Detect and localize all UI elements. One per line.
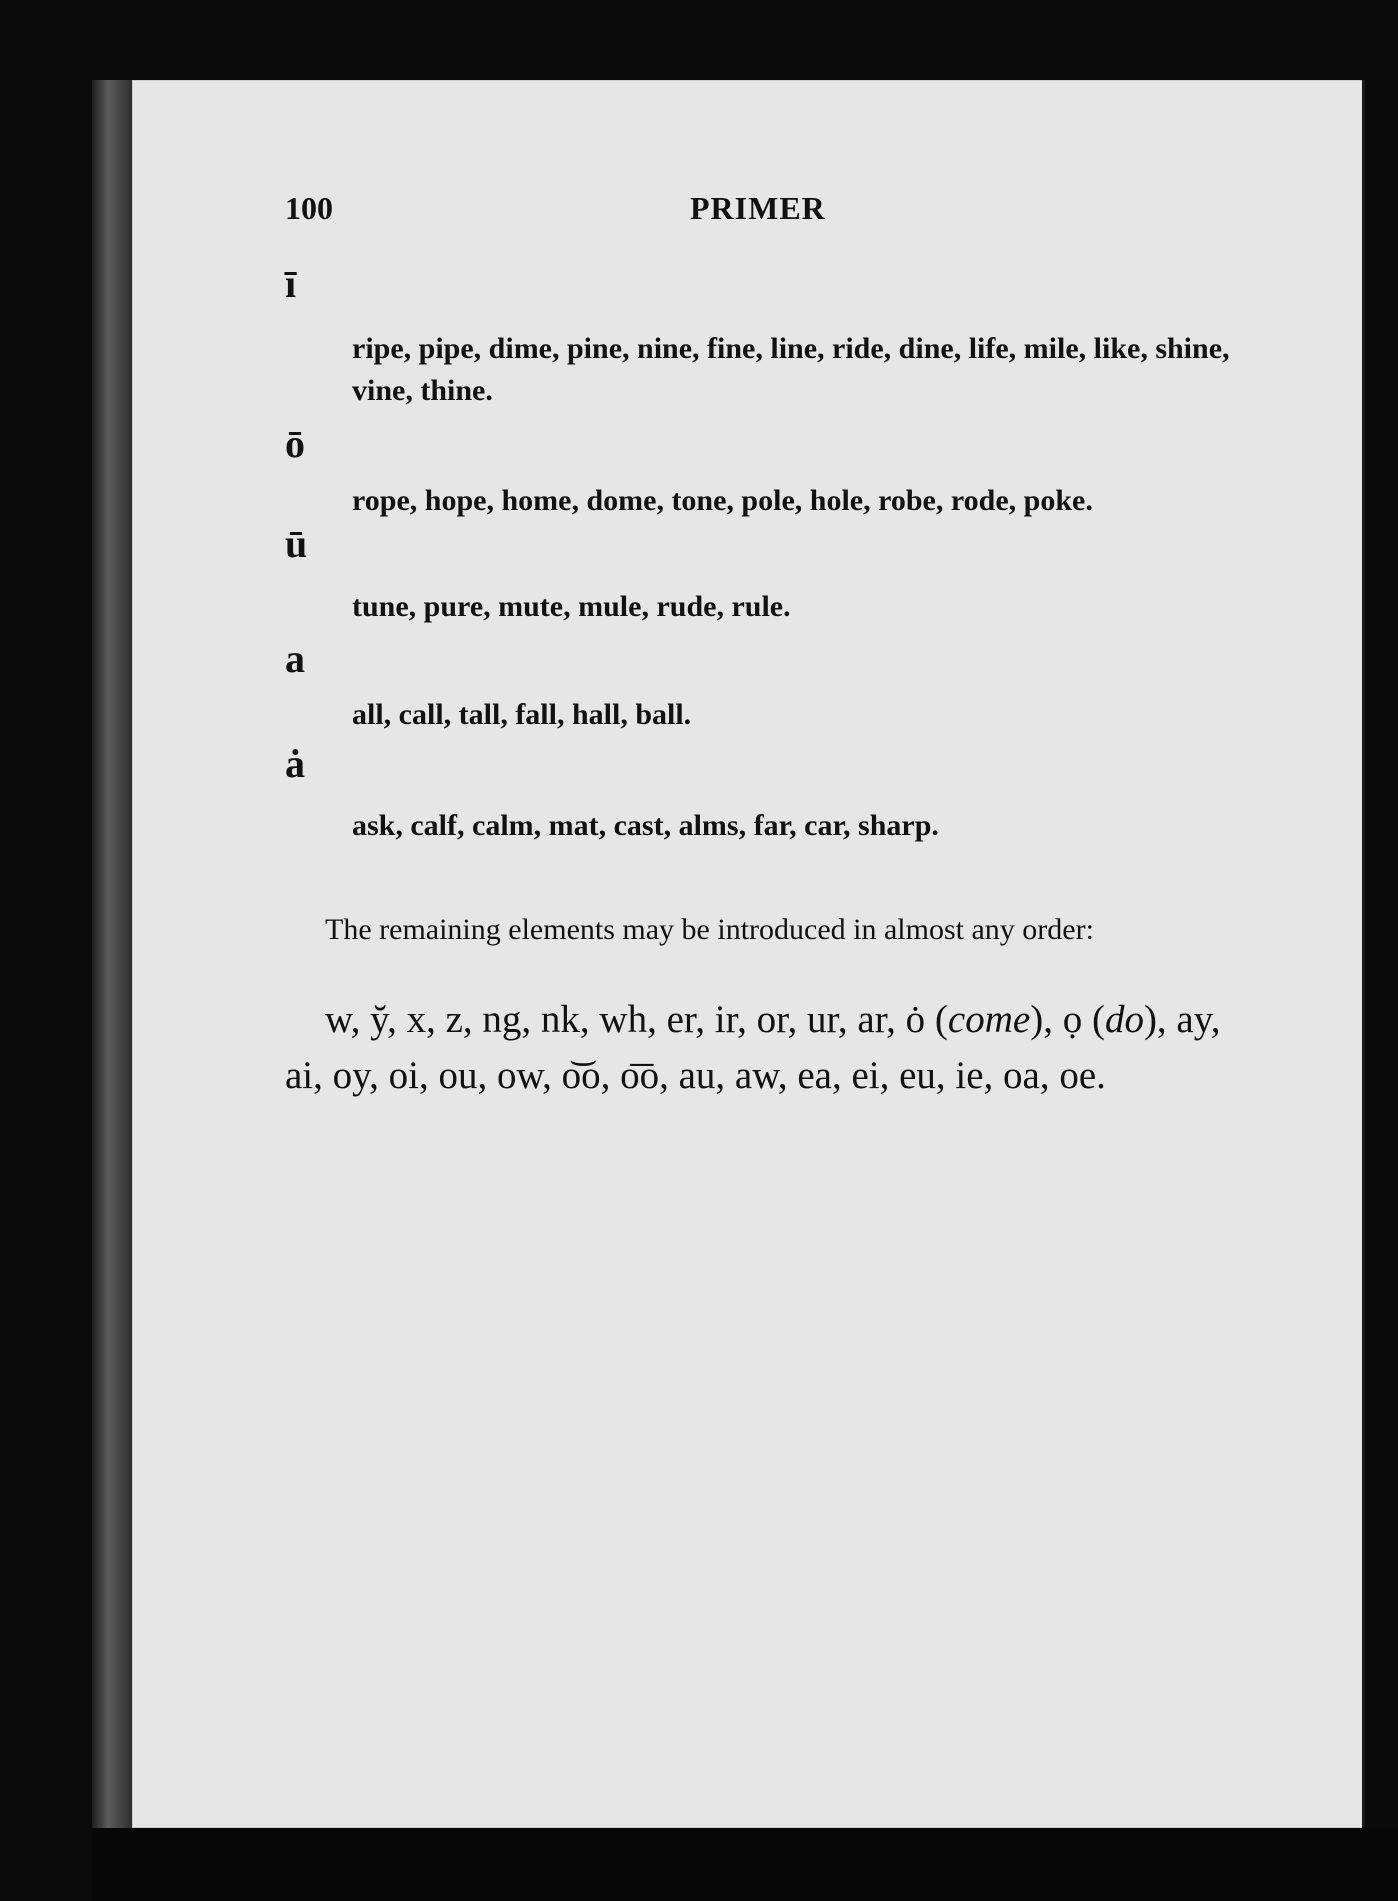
elements-text: w, y̆, x, z, ng, nk, wh, er, ir, or, ur, ar, ȯ ( bbox=[325, 998, 948, 1041]
vowel-heading: ȧ bbox=[285, 741, 305, 786]
word-list: ask, calf, calm, mat, cast, alms, far, car, sharp. bbox=[352, 809, 939, 842]
page-content bbox=[130, 80, 1398, 1901]
elements-text: ), ay, ai, oy, oi, ou, ow, o͝o, o͞o, au, aw, ea, ei, eu, ie, oa, oe. bbox=[285, 998, 1221, 1097]
example-word-do: do bbox=[1104, 998, 1144, 1041]
vowel-heading: ō bbox=[285, 421, 305, 466]
word-list: tune, pure, mute, mule, rude, rule. bbox=[352, 590, 791, 623]
running-title: PRIMER bbox=[690, 190, 826, 226]
word-list: ripe, pipe, dime, pine, nine, fine, line, ride, dine, life, mile, like, shine, vine, thine. bbox=[352, 332, 1230, 407]
word-list: all, call, tall, fall, hall, ball. bbox=[352, 698, 692, 731]
intro-paragraph: The remaining elements may be introduced in almost any order: bbox=[325, 913, 1094, 946]
vowel-heading: ū bbox=[285, 521, 308, 566]
elements-text: ), ọ ( bbox=[1030, 998, 1105, 1041]
page-number: 100 bbox=[285, 190, 333, 226]
remaining-elements bbox=[285, 992, 1245, 1104]
example-word-come: come bbox=[947, 998, 1031, 1041]
vowel-heading: a bbox=[285, 636, 305, 681]
vowel-heading: ī bbox=[285, 261, 297, 306]
book-spine bbox=[92, 80, 132, 1828]
word-list: rope, hope, home, dome, tone, pole, hole, robe, rode, poke. bbox=[352, 484, 1093, 517]
